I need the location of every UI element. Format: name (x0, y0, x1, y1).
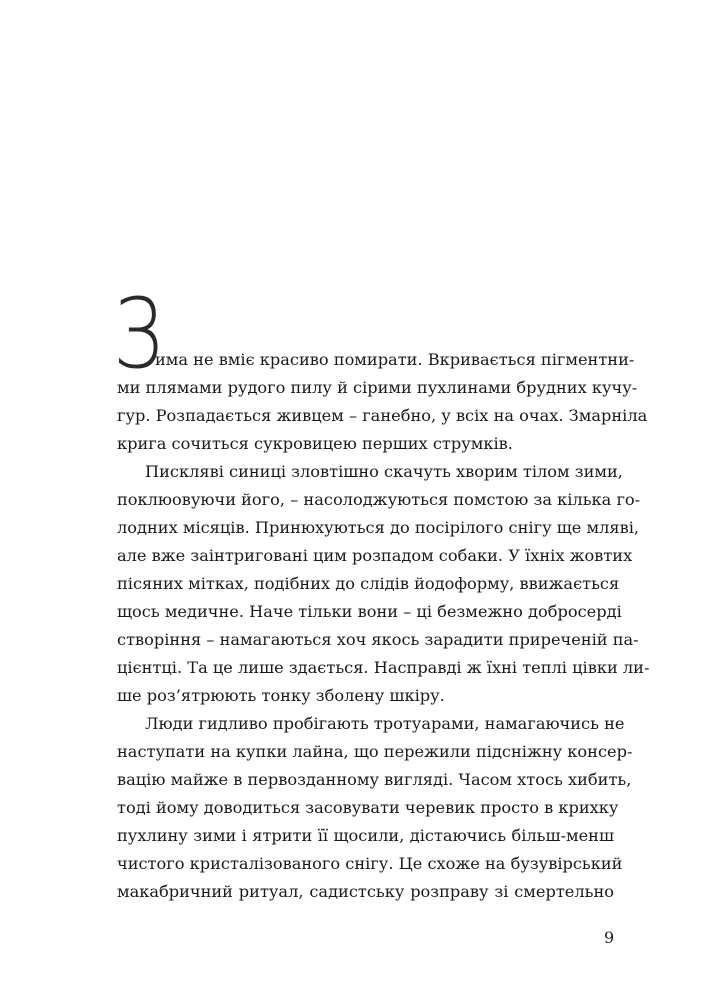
text-line: ми плямами рудого пилу й сірими пухлинами брудних кучу- (117, 378, 638, 397)
text-line: ше роз’ятрюють тонку зболену шкіру. (117, 686, 445, 705)
drop-cap: З (113, 278, 164, 390)
text-line: има не вміє красиво помирати. Вкривається пігментни- (155, 350, 635, 369)
text-line: пісяних мітках, подібних до слідів йодоформу, ввижається (117, 574, 620, 593)
text-line: створіння – намагаються хоч якось зарадити приреченій па- (117, 630, 639, 649)
text-line: поклюовуючи його, – насолоджуються помстою за кілька го- (117, 490, 641, 509)
text-line: щось медичне. Наче тільки вони – ці безмежно добросерді (117, 602, 622, 621)
text-line: макабричний ритуал, садистську розправу зі смертельно (117, 882, 614, 901)
text-line: гур. Розпадається живцем – ганебно, у всіх на очах. Змарніла (117, 406, 648, 425)
text-line: Пискляві синиці зловтішно скачуть хворим тілом зими, (145, 462, 623, 481)
page-number: 9 (604, 928, 615, 947)
text-line: але вже заінтриговані цим розпадом собаки. У їхніх жовтих (117, 546, 633, 565)
text-line: тоді йому доводиться засовувати черевик просто в крихку (117, 798, 619, 817)
text-line: вацію майже в первозданному вигляді. Часом хтось хибить, (117, 770, 632, 789)
text-line: наступати на купки лайна, що пережили підсніжну консер- (117, 742, 633, 761)
text-line: чистого кристалізованого снігу. Це схоже на бузувірський (117, 854, 623, 873)
text-line: Люди гидливо пробігають тротуарами, намагаючись не (145, 714, 625, 733)
text-line: лодних місяців. Принюхуються до посірілого снігу ще мляві, (117, 518, 640, 537)
text-line: крига сочиться сукровицею перших струмків. (117, 434, 513, 453)
body-text (117, 346, 650, 906)
text-line: цієнтці. Та це лише здається. Насправді ж їхні теплі цівки ли- (117, 658, 650, 677)
text-line: пухлину зими і ятрити її щосили, дістаючись більш-менш (117, 826, 614, 845)
